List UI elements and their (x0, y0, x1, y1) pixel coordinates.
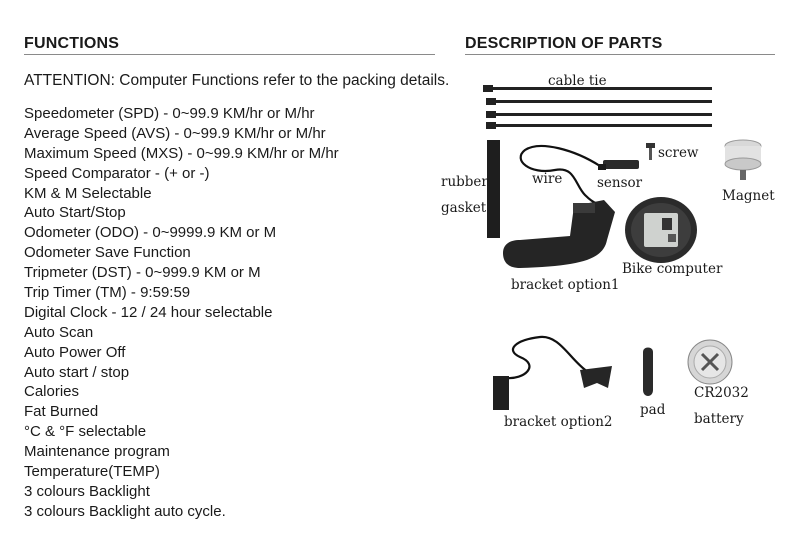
function-item: Fat Burned (24, 403, 99, 421)
label-wire: wire (532, 171, 563, 187)
function-item: KM & M Selectable (24, 184, 152, 202)
function-item: Maintenance program (24, 443, 170, 461)
bracket-option2-icon (493, 337, 612, 410)
label-rubber: rubber (441, 174, 488, 190)
function-item: °C & °F selectable (24, 423, 147, 441)
function-item: Odometer (ODO) - 0~9999.9 KM or M (24, 224, 277, 242)
label-cr2032: CR2032 (694, 385, 749, 401)
function-item: Auto Scan (24, 323, 94, 341)
label-pad: pad (640, 402, 666, 418)
function-item: Speed Comparator - (+ or -) (24, 164, 210, 182)
function-item: Maximum Speed (MXS) - 0~99.9 KM/hr or M/hr (24, 144, 339, 162)
battery-icon (688, 340, 732, 384)
label-cable-tie: cable tie (548, 73, 607, 89)
magnet-icon (725, 140, 761, 180)
function-item: Tripmeter (DST) - 0~999.9 KM or M (24, 264, 261, 282)
function-item: Digital Clock - 12 / 24 hour selectable (24, 303, 273, 321)
function-item: Auto Start/Stop (24, 204, 126, 222)
bike-computer-icon (625, 197, 697, 263)
function-item: 3 colours Backlight auto cycle. (24, 502, 226, 520)
function-item: Trip Timer (TM) - 9:59:59 (24, 284, 191, 302)
label-sensor: sensor (597, 175, 643, 191)
label-bracket-option2: bracket option2 (504, 414, 613, 430)
attention-note: ATTENTION: Computer Functions refer to the packing details. (24, 72, 450, 89)
label-bracket-option1: bracket option1 (511, 277, 620, 293)
cable-tie-icon (483, 85, 712, 129)
label-gasket: gasket (441, 200, 487, 216)
function-item: Temperature(TEMP) (24, 463, 160, 481)
function-item: Average Speed (AVS) - 0~99.9 KM/hr or M/hr (24, 124, 326, 142)
label-battery: battery (694, 411, 744, 427)
label-bike-computer: Bike computer (622, 261, 723, 277)
function-item: Auto start / stop (24, 363, 130, 381)
pad-icon (643, 348, 653, 397)
functions-heading: FUNCTIONS (24, 35, 120, 52)
label-magnet: Magnet (722, 188, 775, 204)
label-screw: screw (658, 145, 699, 161)
parts-heading: DESCRIPTION OF PARTS (465, 35, 663, 52)
rubber-gasket-icon (487, 140, 500, 238)
bracket-option1-icon (503, 200, 615, 268)
screw-icon (646, 143, 655, 160)
function-item: Speedometer (SPD) - 0~99.9 KM/hr or M/hr (24, 105, 315, 122)
function-item: 3 colours Backlight (24, 482, 150, 500)
function-item: Odometer Save Function (24, 244, 191, 262)
function-item: Auto Power Off (24, 343, 126, 361)
function-item: Calories (24, 383, 80, 401)
